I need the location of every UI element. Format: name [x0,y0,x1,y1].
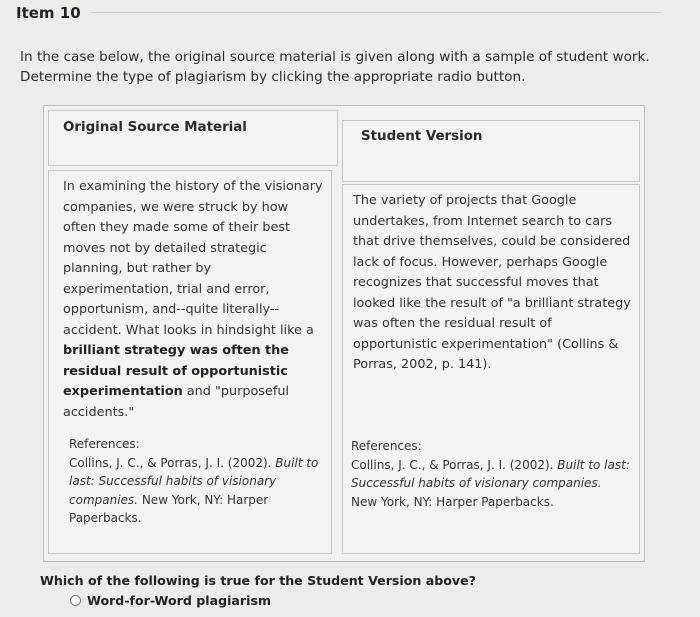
original-header: Original Source Material [63,120,247,135]
ref-title: Built to last: Successful habits of visionary companies. [351,457,630,490]
ref-publisher: New York, NY: Harper Paperbacks. [351,494,554,509]
question-text: Which of the following is true for the Student Version above? [40,573,476,588]
ref-authors: Collins, J. C., & Porras, J. I. (2002). [351,457,554,472]
radio-button[interactable] [70,595,81,606]
header-divider [90,12,662,13]
references-label: References: [69,437,140,451]
item-title: Item 10 [16,4,81,22]
instructions-line-2: Determine the type of plagiarism by clicking the appropriate radio button. [20,69,526,85]
original-passage-end: and "purposeful accidents." [63,384,290,420]
student-passage: The variety of projects that Google undertakes, from Internet search to cars that drive themselves, could be considered lack of focus. However, perhaps Google recognizes that successful moves that looked like the result of "a brilliant strategy was often the residual result of opportunistic experimentation" (Collins & Porras, 2002, p. 141). [353,193,631,372]
student-header-cell [342,120,640,182]
ref-publisher: New York, NY: Harper Paperbacks. [69,492,269,525]
case-table [43,105,645,562]
student-version-cell [342,184,640,554]
original-passage [63,177,325,423]
student-header: Student Version [361,129,483,144]
option-word-for-word[interactable] [70,593,271,608]
original-header-cell [48,110,338,166]
original-references [69,435,324,528]
original-passage-bold: brilliant strategy was often the residual result of opportunistic experimentation [63,343,289,399]
option-label: Word-for-Word plagiarism [87,593,272,608]
instructions-line-1: In the case below, the original source material is given along with a sample of student work. [20,49,650,65]
original-source-cell [48,170,332,554]
student-references [351,437,631,511]
original-passage-text: In examining the history of the visionary companies, we were struck by how often they made some of their best moves not by detailed strategic planning, but rather by experimentation, trial and error, opportunism, and--quite literally--accident. What looks in hindsight like a [63,179,323,338]
ref-title: Built to last: Successful habits of visionary companies. [69,455,319,507]
instructions [20,47,670,87]
ref-authors: Collins, J. C., & Porras, J. I. (2002). [69,455,272,470]
references-label: References: [351,439,422,453]
